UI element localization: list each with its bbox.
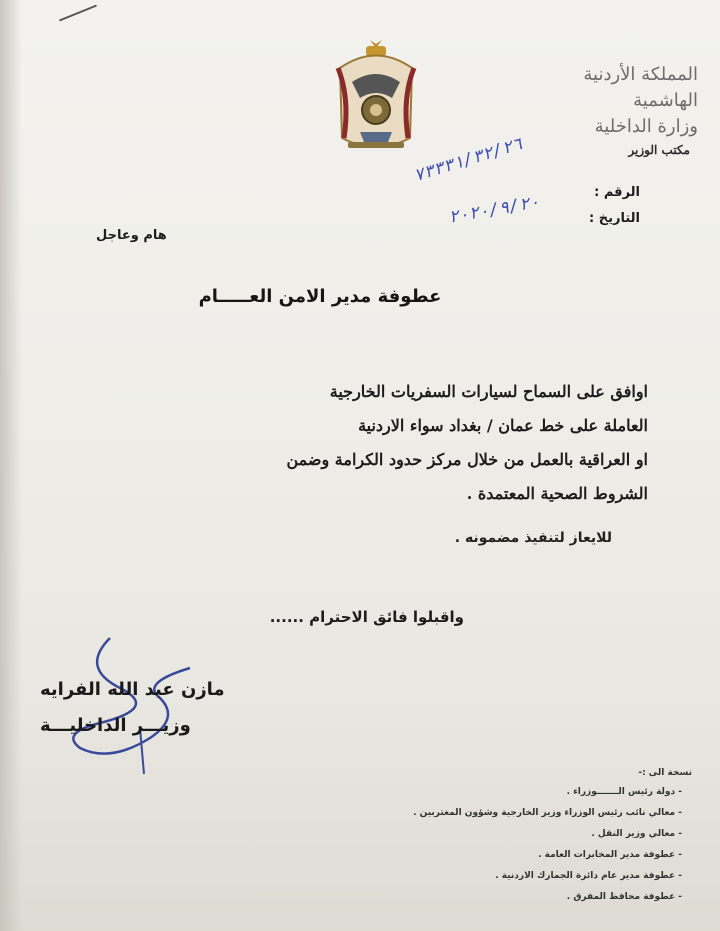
pen-mark	[59, 5, 97, 22]
list-item: - دولة رئيس الـــــــوزراء .	[280, 782, 682, 803]
reference-number-label: الرقم :	[594, 185, 640, 200]
kingdom-name: المملكة الأردنية الهاشمية	[583, 64, 698, 111]
copies-to-section	[280, 768, 700, 908]
body-line: الشروط الصحية المعتمدة .	[466, 484, 648, 503]
letter-body	[78, 375, 648, 511]
ministry-header	[518, 62, 698, 160]
list-item: - معالي وزير النقل .	[280, 824, 682, 845]
closing-line: واقبلوا فائق الاحترام ......	[269, 608, 464, 626]
body-line: او العراقية بالعمل من خلال مركز حدود الكرامة وضمن	[286, 450, 648, 469]
list-item: - معالي نائب رئيس الوزراء وزير الخارجية وشؤون المغتربين .	[280, 803, 682, 824]
signer-title: وزيـــر الداخليـــة	[40, 715, 191, 736]
list-item: - عطوفة مدير عام دائرة الجمارك الاردنية .	[280, 866, 682, 887]
list-item: - عطوفة محافظ المفرق .	[280, 887, 682, 908]
office-name: مكتب الوزير	[628, 143, 690, 157]
coat-of-arms-emblem	[330, 38, 422, 158]
copies-to-list	[280, 782, 700, 908]
body-line: العاملة على خط عمان / بغداد سواء الاردنية	[358, 416, 648, 435]
reference-date-label: التاريخ :	[589, 211, 640, 226]
copies-to-heading: نسخة الى :-	[638, 768, 692, 778]
page-edge-shadow	[0, 0, 22, 931]
handwritten-reference-number: ٧٣٣٣١/٣٢/٢٦	[411, 133, 526, 187]
urgency-label: هام وعاجل	[96, 228, 167, 243]
ministry-name: وزارة الداخلية	[594, 116, 698, 137]
addressee-heading: عطوفة مدير الامن العـــــام	[198, 286, 442, 307]
handwritten-date: ٢٠٢٠/٩/٢٠	[446, 192, 542, 228]
instruction-line: للايعاز لتنفيذ مضمونه .	[454, 530, 612, 546]
list-item: - عطوفة مدير المخابرات العامة .	[280, 845, 682, 866]
signer-name: مازن عبد الله الفرايه	[40, 679, 225, 700]
signer-block	[40, 672, 260, 744]
body-line: اوافق على السماح لسيارات السفريات الخارجية	[329, 382, 648, 401]
